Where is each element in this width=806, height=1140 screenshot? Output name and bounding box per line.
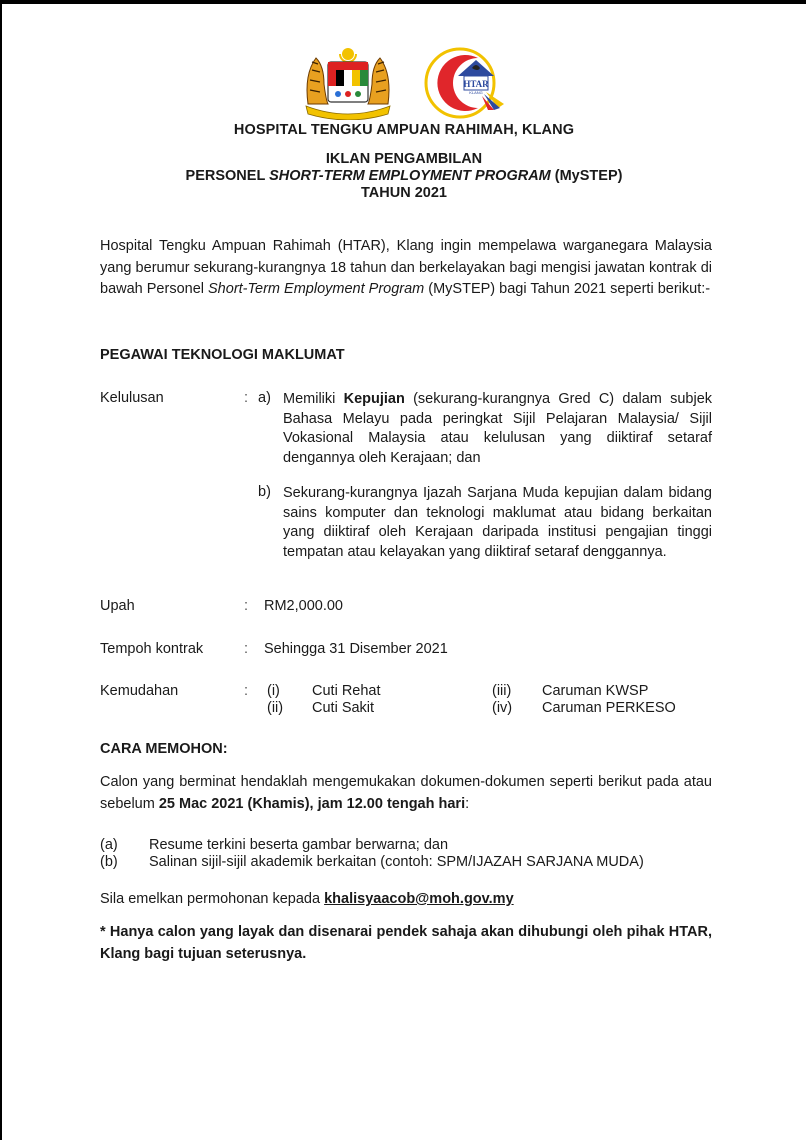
- item-a-post: (sekurang-kurangnya Gred C) dalam subjek Bahasa Melayu pada peringkat Sijil Pelajaran Malaysia/ Sijil Vokasional Malaysia atau kelulusan yang diiktiraf setaraf dengannya oleh Kerajaan; dan: [283, 391, 713, 466]
- kemudahan-item: Cuti Sakit: [312, 700, 375, 716]
- svg-text:HTAR: HTAR: [463, 79, 489, 89]
- document-item: Salinan sijil-sijil akademik berkaitan (contoh: SPM/IJAZAH SARJANA MUDA): [149, 854, 644, 870]
- kemudahan-mark-iii: (iii): [492, 683, 512, 699]
- tempoh-value: Sehingga 31 Disember 2021: [264, 641, 448, 657]
- kelulusan-item-a-mark: a): [258, 390, 271, 406]
- title-line-1: IKLAN PENGAMBILAN: [325, 151, 483, 167]
- kelulusan-colon: :: [244, 390, 249, 406]
- apply-title: CARA MEMOHON:: [100, 741, 228, 757]
- kemudahan-mark-iv: (iv): [492, 700, 513, 716]
- document-page: [2, 4, 806, 1140]
- title-line-2: [2, 168, 806, 184]
- intro-part1: Hospital Tengku Ampuan Rahimah (HTAR), Klang ingin mempelawa warganegara Malaysia yang berumur sekurang-kurangnya 18 tahun dan berkelayakan bagi mengisi jawatan kontrak di bawah Personel: [100, 238, 712, 297]
- shortlist-note: * Hanya calon yang layak dan disenarai pendek sahaja akan dihubungi oleh pihak HTAR, Klang bagi tujuan seterusnya.: [100, 924, 712, 962]
- apply-pre: Calon yang berminat hendaklah mengemukakan dokumen-dokumen seperti berikut pada atau sebelum: [100, 774, 712, 812]
- kemudahan-mark-ii: (ii): [267, 700, 284, 716]
- svg-text:KLANG: KLANG: [469, 90, 483, 95]
- apply-deadline: 25 Mac 2021 (Khamis), jam 12.00 tengah hari: [158, 795, 466, 812]
- tempoh-colon: :: [244, 641, 249, 657]
- email-link[interactable]: khalisyaacob@moh.gov.my: [324, 891, 514, 907]
- kemudahan-item: Caruman PERKESO: [542, 700, 676, 716]
- upah-colon: :: [244, 598, 249, 614]
- hospital-name: HOSPITAL TENGKU AMPUAN RAHIMAH, KLANG: [233, 122, 575, 138]
- kelulusan-label: Kelulusan: [100, 390, 164, 406]
- kemudahan-item: Cuti Rehat: [312, 683, 381, 699]
- kemudahan-colon: :: [244, 683, 249, 699]
- document-mark-b: (b): [100, 854, 118, 870]
- apply-post: :: [465, 795, 470, 812]
- title-italic: SHORT-TERM EMPLOYMENT PROGRAM: [269, 168, 551, 184]
- intro-italic: Short-Term Employment Program: [208, 281, 425, 297]
- upah-value: RM2,000.00: [264, 598, 343, 614]
- kemudahan-item: Caruman KWSP: [542, 683, 649, 699]
- email-instruction: [100, 891, 514, 907]
- kelulusan-item-b: Sekurang-kurangnya Ijazah Sarjana Muda kepujian dalam bidang sains komputer dan teknologi maklumat atau bidang berkaitan yang diiktiraf oleh Kerajaan daripada institusi pengajian tinggi tempatan atau kelayakan yang diiktiraf setaraf denggannya.: [283, 485, 712, 560]
- upah-label: Upah: [100, 598, 135, 614]
- htar-klang-logo: [420, 46, 506, 120]
- coat-of-arms-logo: [298, 44, 398, 120]
- item-a-bold: Kepujian: [343, 391, 405, 407]
- document-item: Resume terkini beserta gambar berwarna; dan: [149, 837, 449, 853]
- kemudahan-label: Kemudahan: [100, 683, 179, 699]
- kelulusan-item-b-mark: b): [258, 484, 271, 500]
- apply-paragraph: [100, 772, 712, 815]
- intro-part2: (MySTEP) bagi Tahun 2021 seperti berikut:-: [424, 281, 711, 297]
- tempoh-label: Tempoh kontrak: [100, 641, 204, 657]
- title-prefix: PERSONEL: [185, 168, 270, 184]
- header-logos: [298, 44, 510, 120]
- kelulusan-item-a: [283, 390, 712, 468]
- position-title: PEGAWAI TEKNOLOGI MAKLUMAT: [100, 347, 345, 363]
- document-mark-a: (a): [100, 837, 118, 853]
- item-a-pre: Memiliki: [283, 391, 344, 407]
- title-suffix: (MySTEP): [550, 168, 623, 184]
- intro-paragraph: [100, 236, 712, 301]
- title-line-3: TAHUN 2021: [361, 185, 447, 201]
- kemudahan-mark-i: (i): [267, 683, 280, 699]
- email-prefix: Sila emelkan permohonan kepada: [100, 891, 325, 907]
